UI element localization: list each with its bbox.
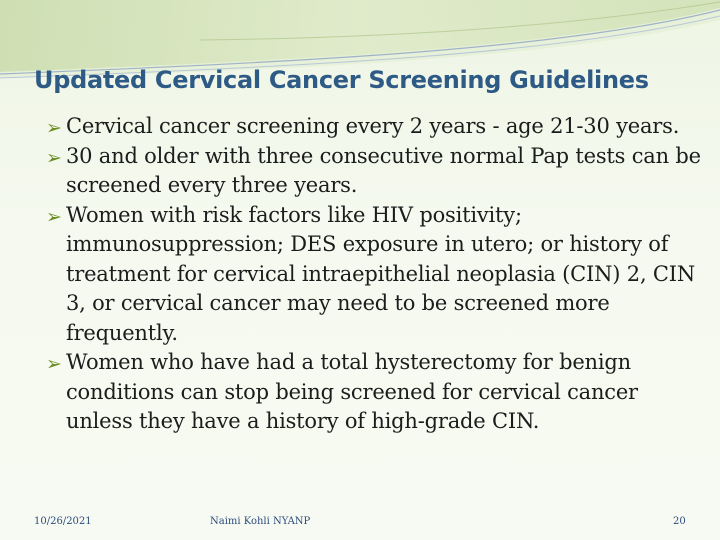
bullet-item: [46, 201, 706, 349]
bullet-text: Women with risk factors like HIV positivity; immunosuppression; DES exposure in utero; or history of treatment for cervical intraepithelial neoplasia (CIN) 2, CIN 3, or cervical cancer may need to be screened more frequently.: [66, 202, 696, 345]
bullet-text: Cervical cancer screening every 2 years - age 21-30 years.: [66, 114, 680, 138]
arrow-bullet-icon: ➢: [46, 205, 62, 228]
slide-number: 20: [673, 516, 686, 527]
bullet-item: [46, 142, 706, 201]
bullet-item: [46, 112, 706, 142]
bullet-text: 30 and older with three consecutive normal Pap tests can be screened every three years.: [66, 143, 701, 197]
footer-date: 10/26/2021: [34, 516, 92, 527]
footer-author: Naimi Kohli NYANP: [210, 516, 311, 527]
bullet-text: Women who have had a total hysterectomy for benign conditions can stop being screened for cervical cancer unless they have a history of high-grade CIN.: [66, 350, 638, 433]
slide-title: Updated Cervical Cancer Screening Guidelines: [34, 66, 649, 94]
arrow-bullet-icon: ➢: [46, 146, 62, 169]
arrow-bullet-icon: ➢: [46, 353, 62, 375]
bullet-list: [46, 112, 706, 437]
bullet-item: [46, 348, 706, 437]
arrow-bullet-icon: ➢: [46, 117, 62, 139]
